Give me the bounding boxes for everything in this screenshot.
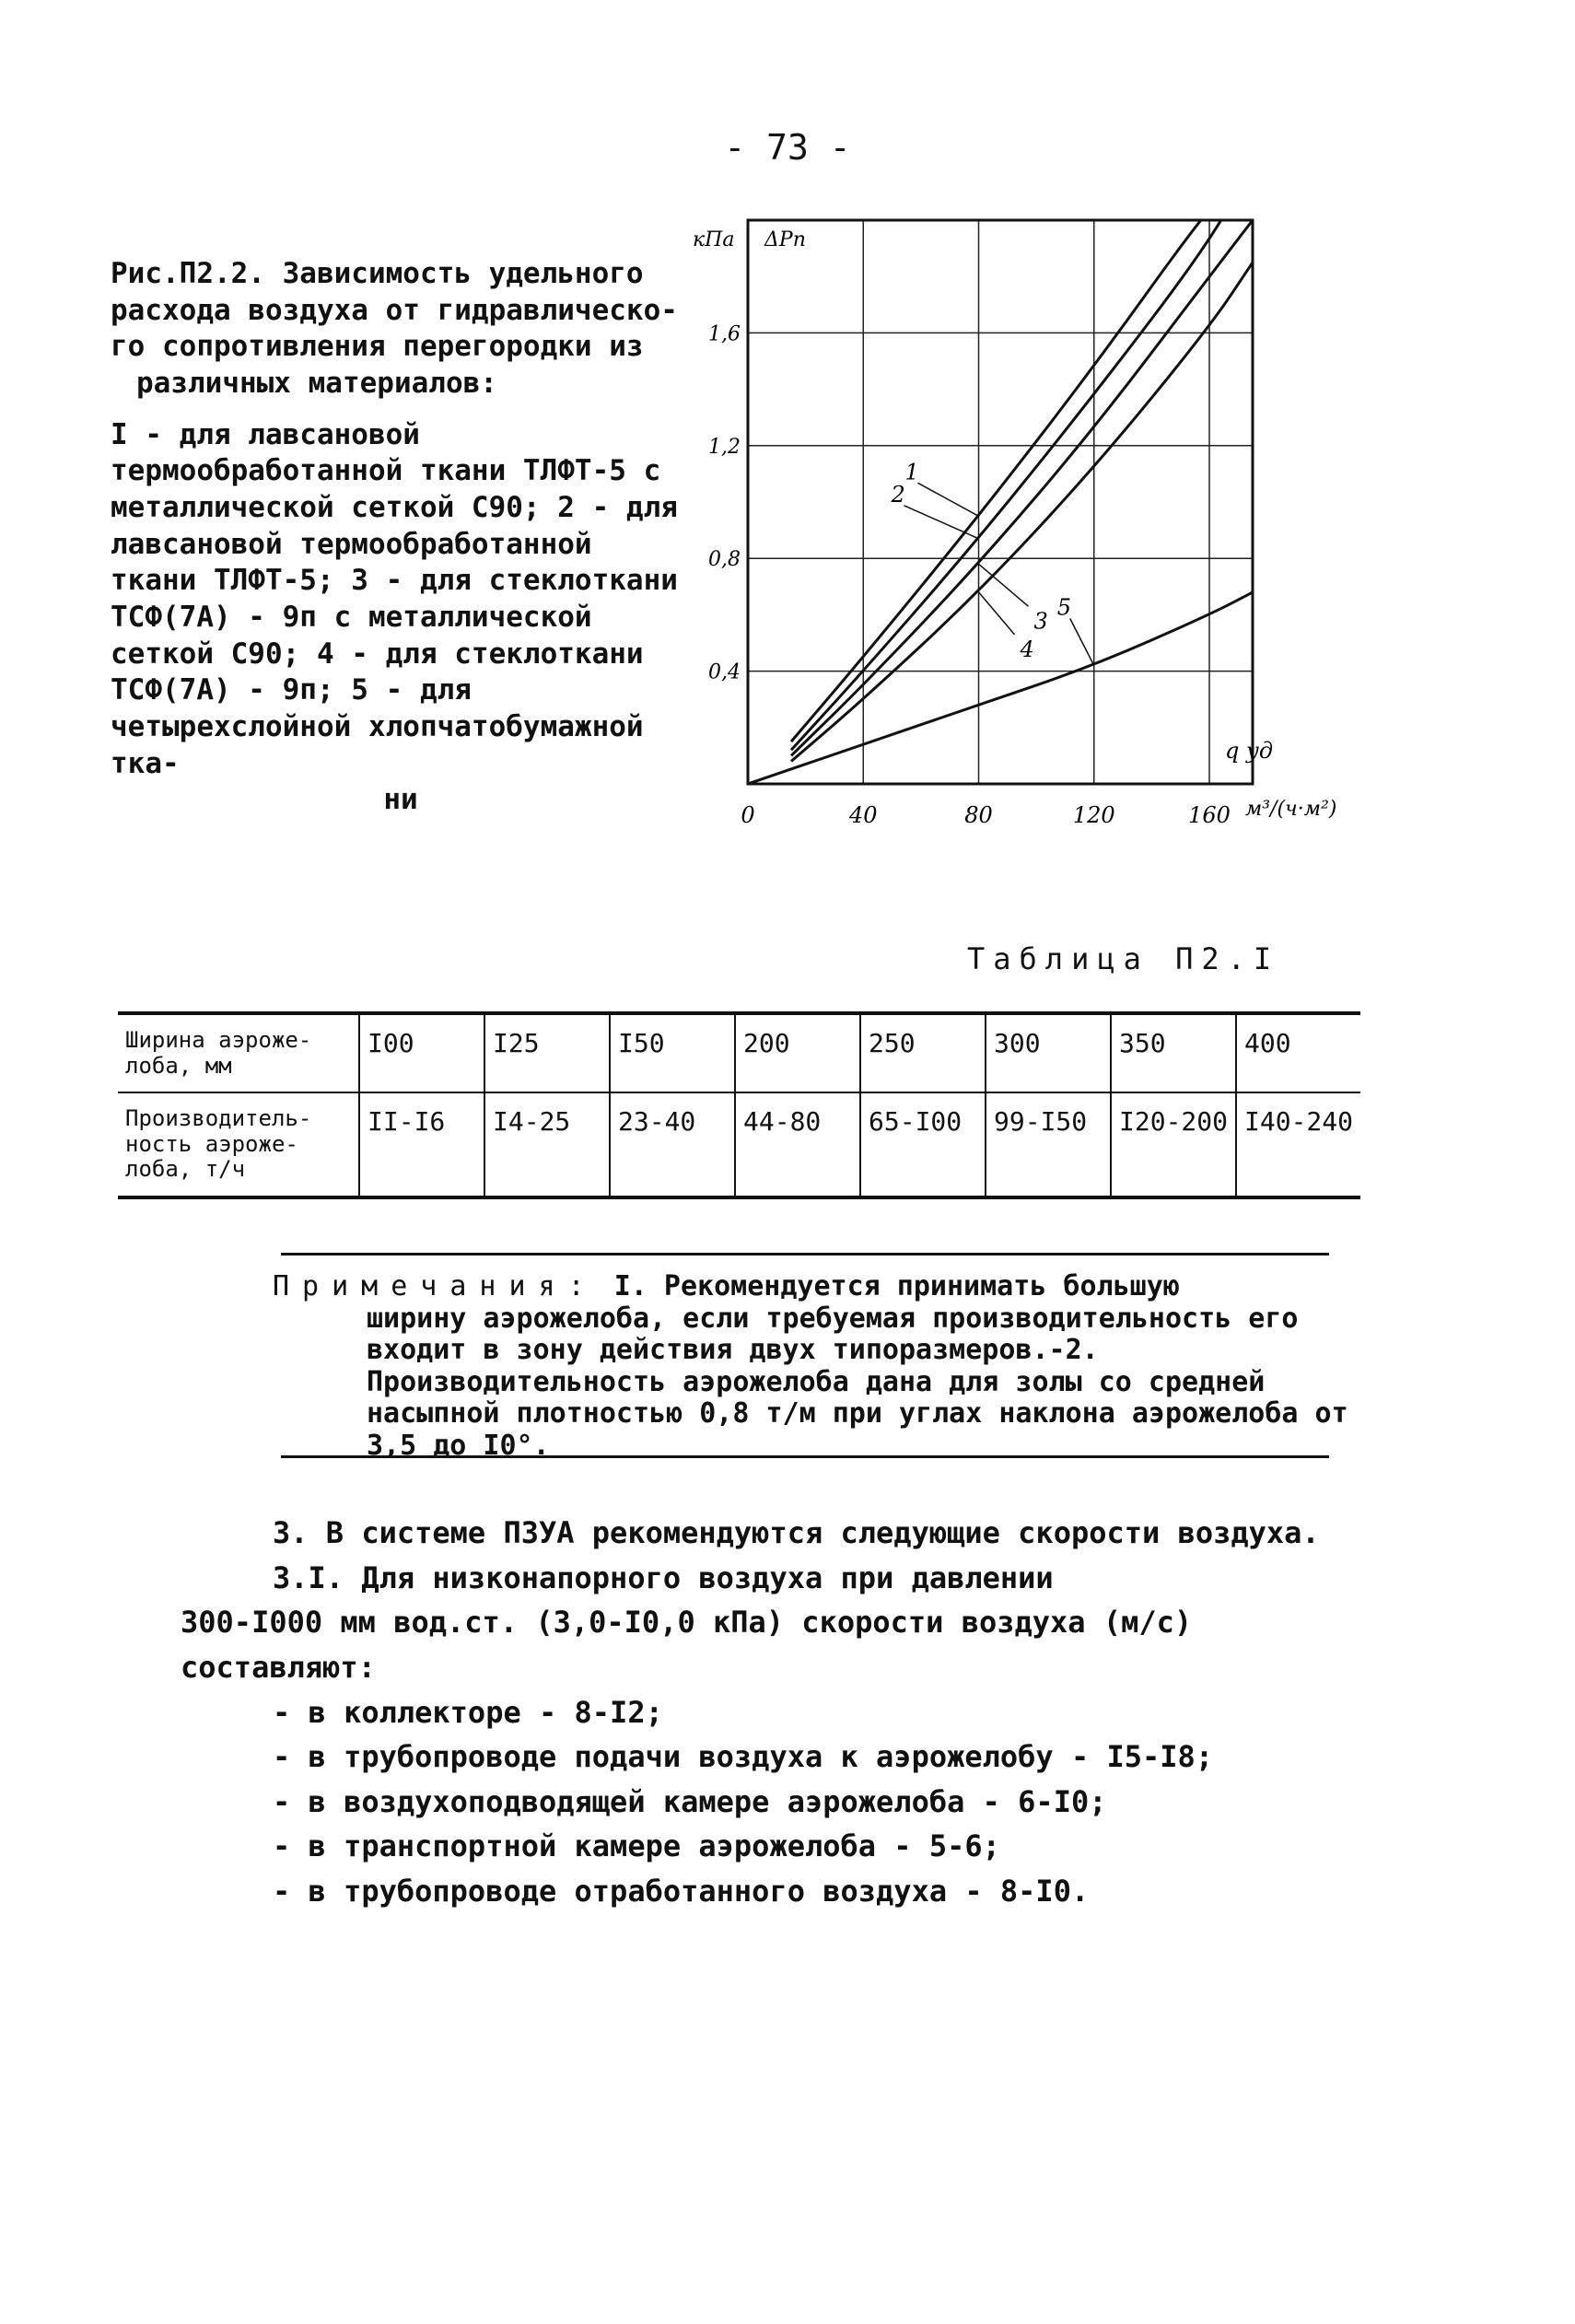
list-item: - в воздухоподводящей камере аэрожелоба - 6-I0; [273,1783,1107,1819]
table-cell: II-I6 [359,1092,484,1197]
notes-bottom-rule [281,1455,1329,1458]
table-cell: I40-240 [1236,1092,1360,1197]
subsection-text: 300-I000 мм вод.ст. (3,0-I0,0 кПа) скорости воздуха (м/с) составляют: [181,1605,1193,1685]
table-cell: I00 [359,1013,484,1092]
table-cell: 44-80 [735,1092,860,1197]
table-cell: 23-40 [610,1092,735,1197]
series-label-leader [918,483,979,516]
series-label: 4 [1020,636,1034,662]
series-label: 5 [1056,594,1072,621]
header-label-cell: Ширина аэроже-лоба, мм [118,1013,359,1092]
table-title: Таблица П2.I [967,941,1280,976]
y-tick-label: 1,2 [708,435,741,459]
x-axis-label: q уд [1225,738,1274,764]
list-item: - в трубопроводе подачи воздуха к аэрожелобу - I5-I8; [273,1739,1214,1775]
series-line-2 [791,207,1253,750]
chart-series [748,207,1253,784]
x-tick-label: 40 [848,802,878,828]
table-cell: I25 [484,1013,610,1092]
y-tick-label: 0,8 [708,548,741,572]
table-cell: 65-I00 [860,1092,986,1197]
x-tick-label: 120 [1072,802,1115,828]
caption-title: Рис.П2.2. Зависимость удельного расхода воздуха от гидравлическо-го сопротивления перегородки из [111,257,678,364]
velocity-list [181,1690,1350,1914]
table-row [118,1092,1360,1197]
caption-legend: I - для лавсановой термообработанной ткани ТЛФТ-5 с металлической сеткой С90; 2 - для лавсановой термообработанной ткани ТЛФТ-5; 3 - для стеклоткани ТСФ(7А) - 9п с металлической сеткой С90; 4 - для стеклоткани ТСФ(7А) - 9п; 5 - для четырехслойной хлопчатобумажной тка- [111,417,678,780]
caption-subtitle: различных материалов: [136,367,497,401]
notes-label: Примечания: [273,1270,598,1302]
row-label-cell: Производитель-ность аэроже-лоба, т/ч [118,1092,359,1197]
caption-tail: ни [383,783,418,817]
page-number: - 73 - [724,127,851,168]
y-tick-label: 1,6 [708,322,741,346]
series-line-5 [748,592,1253,784]
series-label: 2 [891,481,905,508]
table-cell: I50 [610,1013,735,1092]
table-cell: 200 [735,1013,860,1092]
series-label-leader [979,592,1015,635]
series-label: 3 [1033,608,1048,635]
y-tick-label: 0,4 [708,660,741,684]
x-tick-label: 160 [1188,802,1231,828]
list-item: - в транспортной камере аэрожелоба - 5-6; [273,1828,1000,1864]
x-unit-label: м³/(ч·м²) [1245,798,1337,821]
notes-text: ширину аэрожелоба, если требуемая производительность его входит в зону действия двух типоразмеров.-2. Производительность аэрожелоба дана для золы со средней насыпной плотностью 0,8 т/м при углах наклона аэрожелоба от 3,5 до I0°. [367,1302,1348,1462]
series-label: 1 [904,459,919,485]
x-tick-label: 80 [964,802,993,828]
table-row [118,1013,1360,1092]
list-item: - в коллекторе - 8-I2; [273,1694,663,1730]
section-3 [181,1511,1350,1914]
table-cell: 99-I50 [986,1092,1111,1197]
table-cell: 350 [1111,1013,1236,1092]
series-label-leader [1070,618,1094,665]
pressure-flow-chart [682,207,1382,834]
subsection-first-line: 3.I. Для низконапорного воздуха при давлении [273,1559,1054,1595]
figure-caption [111,256,691,819]
x-tick-label: 0 [741,802,755,828]
notes-top-rule [281,1253,1329,1255]
y-unit-label: кПа [693,228,735,251]
list-item: - в трубопроводе отработанного воздуха - 8-I0. [273,1874,1090,1909]
table-cell: I4-25 [484,1092,610,1197]
aerochute-table [118,1011,1360,1199]
table-cell: 300 [986,1013,1111,1092]
table-cell: I20-200 [1111,1092,1236,1197]
section-heading: 3. В системе ПЗУА рекомендуются следующие скорости воздуха. [273,1515,1320,1550]
table-notes [273,1271,1378,1462]
table-cell: 400 [1236,1013,1360,1092]
table-cell: 250 [860,1013,986,1092]
notes-first-line: I. Рекомендуется принимать большую [613,1270,1180,1302]
chart-grid [748,220,1253,784]
y-axis-label: ΔPп [764,228,806,251]
plot-frame [748,220,1253,784]
